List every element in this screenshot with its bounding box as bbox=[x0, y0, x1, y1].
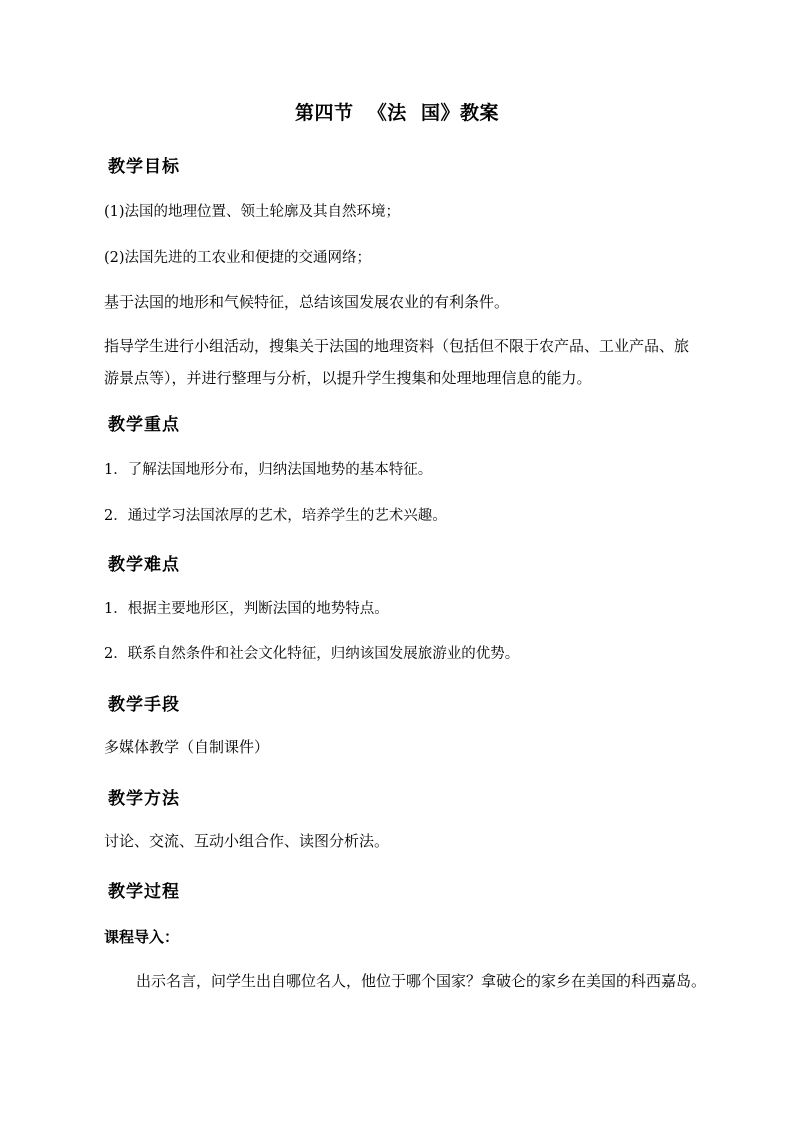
difficulty-item-2: 2．联系自然条件和社会文化特征，归纳该国发展旅游业的优势。 bbox=[104, 646, 520, 662]
heading-means: 教学手段 bbox=[108, 695, 180, 715]
heading-key-points: 教学重点 bbox=[108, 415, 180, 435]
heading-objectives: 教学目标 bbox=[108, 157, 180, 177]
objective-item-5: 游景点等），并进行整理与分析，以提升学生搜集和处理地理信息的能力。 bbox=[104, 369, 592, 387]
means-text: 多媒体教学（自制课件） bbox=[104, 738, 270, 756]
heading-difficulties: 教学难点 bbox=[108, 555, 180, 575]
document-title: 第四节 《法 国》教案 bbox=[295, 102, 499, 124]
objective-item-4: 指导学生进行小组活动，搜集关于法国的地理资料（包括但不限于农产品、工业产品、旅 bbox=[104, 337, 690, 355]
objective-item-1: (1)法国的地理位置、领土轮廓及其自然环境； bbox=[104, 204, 401, 220]
objective-item-2: (2)法国先进的工农业和便捷的交通网络； bbox=[104, 250, 372, 266]
methods-text: 讨论、交流、互动小组合作、读图分析法。 bbox=[104, 832, 390, 850]
objective-item-3: 基于法国的地形和气候特征，总结该国发展农业的有利条件。 bbox=[104, 293, 510, 311]
heading-process: 教学过程 bbox=[108, 882, 180, 902]
process-intro-text: 出示名言，问学生出自哪位名人，他位于哪个国家？拿破仑的家乡在美国的科西嘉岛。 bbox=[136, 972, 707, 990]
difficulty-item-1: 1．根据主要地形区，判断法国的地势特点。 bbox=[104, 601, 389, 617]
heading-methods: 教学方法 bbox=[108, 789, 180, 809]
key-point-item-2: 2．通过学习法国浓厚的艺术，培养学生的艺术兴趣。 bbox=[104, 508, 447, 524]
subheading-intro: 课程导入： bbox=[104, 928, 180, 946]
key-point-item-1: 1．了解法国地形分布，归纳法国地势的基本特征。 bbox=[104, 462, 433, 478]
